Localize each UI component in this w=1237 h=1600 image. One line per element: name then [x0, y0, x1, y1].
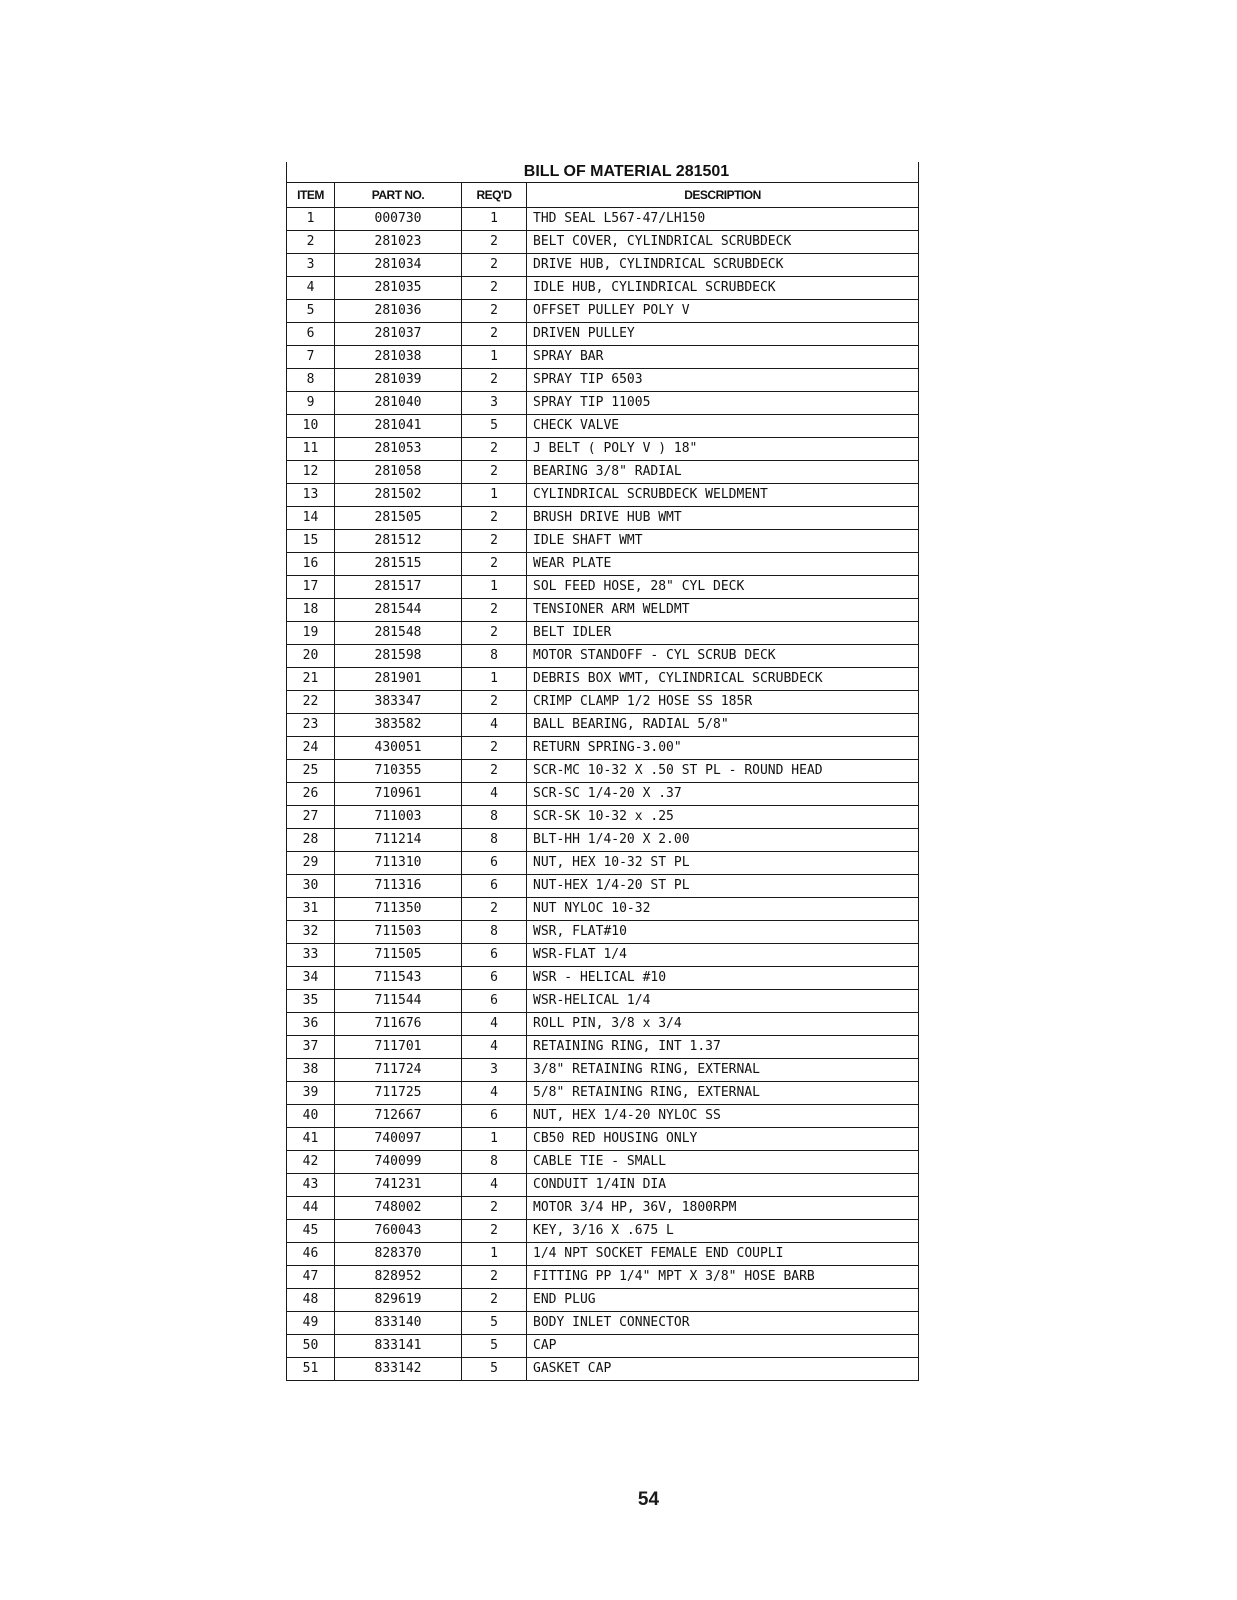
item-number-cell: 6 — [287, 323, 335, 346]
table-row — [287, 737, 919, 760]
table-row — [287, 1289, 919, 1312]
part-number-cell: 711003 — [335, 806, 462, 829]
description-cell: SCR-MC 10-32 X .50 ST PL - ROUND HEAD — [527, 760, 919, 783]
part-number-cell: 829619 — [335, 1289, 462, 1312]
quantity-cell: 3 — [462, 1059, 527, 1082]
quantity-cell: 3 — [462, 392, 527, 415]
table-row — [287, 1243, 919, 1266]
description-cell: BODY INLET CONNECTOR — [527, 1312, 919, 1335]
part-number-cell: 712667 — [335, 1105, 462, 1128]
quantity-cell: 2 — [462, 369, 527, 392]
item-number-cell: 11 — [287, 438, 335, 461]
quantity-cell: 2 — [462, 1197, 527, 1220]
description-cell: SCR-SK 10-32 x .25 — [527, 806, 919, 829]
table-row — [287, 1128, 919, 1151]
item-number-cell: 36 — [287, 1013, 335, 1036]
table-row — [287, 806, 919, 829]
quantity-cell: 2 — [462, 438, 527, 461]
header-description: DESCRIPTION — [527, 183, 919, 208]
description-cell: NUT NYLOC 10-32 — [527, 898, 919, 921]
quantity-cell: 2 — [462, 277, 527, 300]
table-row — [287, 1312, 919, 1335]
part-number-cell: 281037 — [335, 323, 462, 346]
description-cell: WSR, FLAT#10 — [527, 921, 919, 944]
part-number-cell: 760043 — [335, 1220, 462, 1243]
quantity-cell: 6 — [462, 967, 527, 990]
item-number-cell: 28 — [287, 829, 335, 852]
table-row — [287, 323, 919, 346]
part-number-cell: 281505 — [335, 507, 462, 530]
table-row — [287, 990, 919, 1013]
part-number-cell: 710355 — [335, 760, 462, 783]
table-row — [287, 622, 919, 645]
part-number-cell: 281035 — [335, 277, 462, 300]
item-number-cell: 26 — [287, 783, 335, 806]
table-row — [287, 829, 919, 852]
description-cell: 1/4 NPT SOCKET FEMALE END COUPLI — [527, 1243, 919, 1266]
table-row — [287, 484, 919, 507]
part-number-cell: 281058 — [335, 461, 462, 484]
table-row — [287, 438, 919, 461]
quantity-cell: 1 — [462, 1128, 527, 1151]
item-number-cell: 41 — [287, 1128, 335, 1151]
item-number-cell: 13 — [287, 484, 335, 507]
quantity-cell: 2 — [462, 231, 527, 254]
item-number-cell: 44 — [287, 1197, 335, 1220]
table-row — [287, 277, 919, 300]
description-cell: J BELT ( POLY V ) 18" — [527, 438, 919, 461]
quantity-cell: 2 — [462, 300, 527, 323]
quantity-cell: 4 — [462, 714, 527, 737]
description-cell: SCR-SC 1/4-20 X .37 — [527, 783, 919, 806]
quantity-cell: 5 — [462, 1358, 527, 1381]
part-number-cell: 711676 — [335, 1013, 462, 1036]
item-number-cell: 35 — [287, 990, 335, 1013]
quantity-cell: 2 — [462, 622, 527, 645]
table-row — [287, 967, 919, 990]
quantity-cell: 4 — [462, 1036, 527, 1059]
quantity-cell: 4 — [462, 1082, 527, 1105]
part-number-cell: 748002 — [335, 1197, 462, 1220]
description-cell: CRIMP CLAMP 1/2 HOSE SS 185R — [527, 691, 919, 714]
table-row — [287, 507, 919, 530]
quantity-cell: 4 — [462, 783, 527, 806]
item-number-cell: 1 — [287, 208, 335, 231]
quantity-cell: 2 — [462, 323, 527, 346]
item-number-cell: 14 — [287, 507, 335, 530]
item-number-cell: 15 — [287, 530, 335, 553]
table-row — [287, 530, 919, 553]
item-number-cell: 18 — [287, 599, 335, 622]
table-row — [287, 346, 919, 369]
quantity-cell: 2 — [462, 1289, 527, 1312]
part-number-cell: 741231 — [335, 1174, 462, 1197]
table-row — [287, 1013, 919, 1036]
quantity-cell: 4 — [462, 1013, 527, 1036]
item-number-cell: 37 — [287, 1036, 335, 1059]
item-number-cell: 45 — [287, 1220, 335, 1243]
part-number-cell: 281548 — [335, 622, 462, 645]
description-cell: ROLL PIN, 3/8 x 3/4 — [527, 1013, 919, 1036]
item-number-cell: 39 — [287, 1082, 335, 1105]
item-number-cell: 31 — [287, 898, 335, 921]
table-row — [287, 300, 919, 323]
part-number-cell: 430051 — [335, 737, 462, 760]
item-number-cell: 49 — [287, 1312, 335, 1335]
table-row — [287, 415, 919, 438]
description-cell: SPRAY TIP 6503 — [527, 369, 919, 392]
table-row — [287, 898, 919, 921]
quantity-cell: 8 — [462, 645, 527, 668]
table-row — [287, 852, 919, 875]
description-cell: SOL FEED HOSE, 28" CYL DECK — [527, 576, 919, 599]
table-body — [287, 208, 919, 1381]
description-cell: IDLE SHAFT WMT — [527, 530, 919, 553]
part-number-cell: 383582 — [335, 714, 462, 737]
item-number-cell: 17 — [287, 576, 335, 599]
description-cell: BELT COVER, CYLINDRICAL SCRUBDECK — [527, 231, 919, 254]
quantity-cell: 8 — [462, 1151, 527, 1174]
part-number-cell: 833140 — [335, 1312, 462, 1335]
item-number-cell: 16 — [287, 553, 335, 576]
item-number-cell: 46 — [287, 1243, 335, 1266]
description-cell: RETURN SPRING-3.00" — [527, 737, 919, 760]
item-number-cell: 12 — [287, 461, 335, 484]
table-row — [287, 944, 919, 967]
quantity-cell: 2 — [462, 1266, 527, 1289]
quantity-cell: 5 — [462, 1312, 527, 1335]
part-number-cell: 711503 — [335, 921, 462, 944]
table-row — [287, 1082, 919, 1105]
description-cell: WSR-HELICAL 1/4 — [527, 990, 919, 1013]
part-number-cell: 281544 — [335, 599, 462, 622]
table-row — [287, 1036, 919, 1059]
table-row — [287, 691, 919, 714]
description-cell: MOTOR STANDOFF - CYL SCRUB DECK — [527, 645, 919, 668]
item-number-cell: 7 — [287, 346, 335, 369]
part-number-cell: 383347 — [335, 691, 462, 714]
description-cell: SPRAY TIP 11005 — [527, 392, 919, 415]
quantity-cell: 6 — [462, 944, 527, 967]
quantity-cell: 8 — [462, 829, 527, 852]
description-cell: END PLUG — [527, 1289, 919, 1312]
quantity-cell: 4 — [462, 1174, 527, 1197]
item-number-cell: 23 — [287, 714, 335, 737]
item-number-cell: 5 — [287, 300, 335, 323]
description-cell: RETAINING RING, INT 1.37 — [527, 1036, 919, 1059]
description-cell: TENSIONER ARM WELDMT — [527, 599, 919, 622]
quantity-cell: 1 — [462, 346, 527, 369]
item-number-cell: 42 — [287, 1151, 335, 1174]
item-number-cell: 22 — [287, 691, 335, 714]
part-number-cell: 828952 — [335, 1266, 462, 1289]
item-number-cell: 3 — [287, 254, 335, 277]
table-row — [287, 1220, 919, 1243]
description-cell: NUT, HEX 1/4-20 NYLOC SS — [527, 1105, 919, 1128]
item-number-cell: 47 — [287, 1266, 335, 1289]
item-number-cell: 30 — [287, 875, 335, 898]
part-number-cell: 281023 — [335, 231, 462, 254]
item-number-cell: 24 — [287, 737, 335, 760]
item-number-cell: 27 — [287, 806, 335, 829]
table-row — [287, 668, 919, 691]
table-header — [287, 183, 919, 208]
quantity-cell: 2 — [462, 507, 527, 530]
item-number-cell: 48 — [287, 1289, 335, 1312]
description-cell: DRIVEN PULLEY — [527, 323, 919, 346]
item-number-cell: 19 — [287, 622, 335, 645]
description-cell: WEAR PLATE — [527, 553, 919, 576]
description-cell: OFFSET PULLEY POLY V — [527, 300, 919, 323]
quantity-cell: 2 — [462, 737, 527, 760]
description-cell: NUT, HEX 10-32 ST PL — [527, 852, 919, 875]
description-cell: CABLE TIE - SMALL — [527, 1151, 919, 1174]
header-part-number: PART NO. — [335, 183, 462, 208]
item-number-cell: 2 — [287, 231, 335, 254]
bill-of-material-table — [286, 162, 919, 1381]
item-number-cell: 4 — [287, 277, 335, 300]
part-number-cell: 281053 — [335, 438, 462, 461]
quantity-cell: 2 — [462, 530, 527, 553]
table-row — [287, 1174, 919, 1197]
part-number-cell: 711214 — [335, 829, 462, 852]
quantity-cell: 2 — [462, 553, 527, 576]
part-number-cell: 281040 — [335, 392, 462, 415]
header-row — [287, 183, 919, 208]
quantity-cell: 2 — [462, 254, 527, 277]
quantity-cell: 5 — [462, 415, 527, 438]
item-number-cell: 40 — [287, 1105, 335, 1128]
table-row — [287, 1059, 919, 1082]
part-number-cell: 711544 — [335, 990, 462, 1013]
description-cell: IDLE HUB, CYLINDRICAL SCRUBDECK — [527, 277, 919, 300]
bom-title: BILL OF MATERIAL 281501 — [286, 162, 919, 182]
item-number-cell: 21 — [287, 668, 335, 691]
part-number-cell: 281517 — [335, 576, 462, 599]
part-number-cell: 833141 — [335, 1335, 462, 1358]
part-number-cell: 740097 — [335, 1128, 462, 1151]
description-cell: BALL BEARING, RADIAL 5/8" — [527, 714, 919, 737]
item-number-cell: 34 — [287, 967, 335, 990]
quantity-cell: 5 — [462, 1335, 527, 1358]
header-item: ITEM — [287, 183, 335, 208]
description-cell: DEBRIS BOX WMT, CYLINDRICAL SCRUBDECK — [527, 668, 919, 691]
description-cell: DRIVE HUB, CYLINDRICAL SCRUBDECK — [527, 254, 919, 277]
table-row — [287, 875, 919, 898]
table-row — [287, 921, 919, 944]
quantity-cell: 6 — [462, 990, 527, 1013]
item-number-cell: 10 — [287, 415, 335, 438]
description-cell: MOTOR 3/4 HP, 36V, 1800RPM — [527, 1197, 919, 1220]
quantity-cell: 1 — [462, 484, 527, 507]
item-number-cell: 32 — [287, 921, 335, 944]
part-number-cell: 281515 — [335, 553, 462, 576]
part-number-cell: 000730 — [335, 208, 462, 231]
part-number-cell: 281038 — [335, 346, 462, 369]
quantity-cell: 6 — [462, 1105, 527, 1128]
table-row — [287, 254, 919, 277]
description-cell: WSR-FLAT 1/4 — [527, 944, 919, 967]
item-number-cell: 8 — [287, 369, 335, 392]
part-number-cell: 828370 — [335, 1243, 462, 1266]
item-number-cell: 20 — [287, 645, 335, 668]
description-cell: WSR - HELICAL #10 — [527, 967, 919, 990]
part-number-cell: 281036 — [335, 300, 462, 323]
part-number-cell: 711543 — [335, 967, 462, 990]
part-number-cell: 711725 — [335, 1082, 462, 1105]
table-row — [287, 645, 919, 668]
quantity-cell: 2 — [462, 1220, 527, 1243]
quantity-cell: 2 — [462, 599, 527, 622]
description-cell: KEY, 3/16 X .675 L — [527, 1220, 919, 1243]
table-row — [287, 760, 919, 783]
part-number-cell: 711701 — [335, 1036, 462, 1059]
part-number-cell: 281034 — [335, 254, 462, 277]
part-number-cell: 711505 — [335, 944, 462, 967]
description-cell: GASKET CAP — [527, 1358, 919, 1381]
description-cell: THD SEAL L567-47/LH150 — [527, 208, 919, 231]
table-row — [287, 553, 919, 576]
part-number-cell: 710961 — [335, 783, 462, 806]
description-cell: CHECK VALVE — [527, 415, 919, 438]
quantity-cell: 6 — [462, 875, 527, 898]
part-number-cell: 281901 — [335, 668, 462, 691]
part-number-cell: 281039 — [335, 369, 462, 392]
item-number-cell: 51 — [287, 1358, 335, 1381]
table-row — [287, 1197, 919, 1220]
item-number-cell: 33 — [287, 944, 335, 967]
description-cell: FITTING PP 1/4" MPT X 3/8" HOSE BARB — [527, 1266, 919, 1289]
description-cell: BRUSH DRIVE HUB WMT — [527, 507, 919, 530]
part-number-cell: 281502 — [335, 484, 462, 507]
quantity-cell: 1 — [462, 576, 527, 599]
table-row — [287, 783, 919, 806]
item-number-cell: 43 — [287, 1174, 335, 1197]
description-cell: BEARING 3/8" RADIAL — [527, 461, 919, 484]
item-number-cell: 29 — [287, 852, 335, 875]
description-cell: CONDUIT 1/4IN DIA — [527, 1174, 919, 1197]
table-row — [287, 1266, 919, 1289]
table-row — [287, 392, 919, 415]
quantity-cell: 1 — [462, 208, 527, 231]
table-row — [287, 208, 919, 231]
description-cell: CYLINDRICAL SCRUBDECK WELDMENT — [527, 484, 919, 507]
item-number-cell: 38 — [287, 1059, 335, 1082]
part-number-cell: 833142 — [335, 1358, 462, 1381]
item-number-cell: 9 — [287, 392, 335, 415]
part-number-cell: 711350 — [335, 898, 462, 921]
part-number-cell: 740099 — [335, 1151, 462, 1174]
quantity-cell: 8 — [462, 806, 527, 829]
description-cell: CAP — [527, 1335, 919, 1358]
part-number-cell: 281598 — [335, 645, 462, 668]
description-cell: 5/8" RETAINING RING, EXTERNAL — [527, 1082, 919, 1105]
table-row — [287, 1151, 919, 1174]
table-row — [287, 461, 919, 484]
quantity-cell: 2 — [462, 898, 527, 921]
quantity-cell: 2 — [462, 691, 527, 714]
part-number-cell: 711316 — [335, 875, 462, 898]
item-number-cell: 50 — [287, 1335, 335, 1358]
table-row — [287, 231, 919, 254]
quantity-cell: 1 — [462, 668, 527, 691]
table-row — [287, 599, 919, 622]
table-row — [287, 1105, 919, 1128]
description-cell: BELT IDLER — [527, 622, 919, 645]
description-cell: SPRAY BAR — [527, 346, 919, 369]
quantity-cell: 6 — [462, 852, 527, 875]
table-row — [287, 1335, 919, 1358]
table-row — [287, 1358, 919, 1381]
item-number-cell: 25 — [287, 760, 335, 783]
quantity-cell: 1 — [462, 1243, 527, 1266]
part-number-cell: 281512 — [335, 530, 462, 553]
table-row — [287, 576, 919, 599]
part-number-cell: 281041 — [335, 415, 462, 438]
quantity-cell: 2 — [462, 461, 527, 484]
description-cell: 3/8" RETAINING RING, EXTERNAL — [527, 1059, 919, 1082]
quantity-cell: 8 — [462, 921, 527, 944]
table-row — [287, 714, 919, 737]
header-quantity: REQ'D — [462, 183, 527, 208]
part-number-cell: 711310 — [335, 852, 462, 875]
description-cell: BLT-HH 1/4-20 X 2.00 — [527, 829, 919, 852]
description-cell: NUT-HEX 1/4-20 ST PL — [527, 875, 919, 898]
description-cell: CB50 RED HOUSING ONLY — [527, 1128, 919, 1151]
quantity-cell: 2 — [462, 760, 527, 783]
part-number-cell: 711724 — [335, 1059, 462, 1082]
page-number: 54 — [637, 1489, 660, 1510]
table-row — [287, 369, 919, 392]
